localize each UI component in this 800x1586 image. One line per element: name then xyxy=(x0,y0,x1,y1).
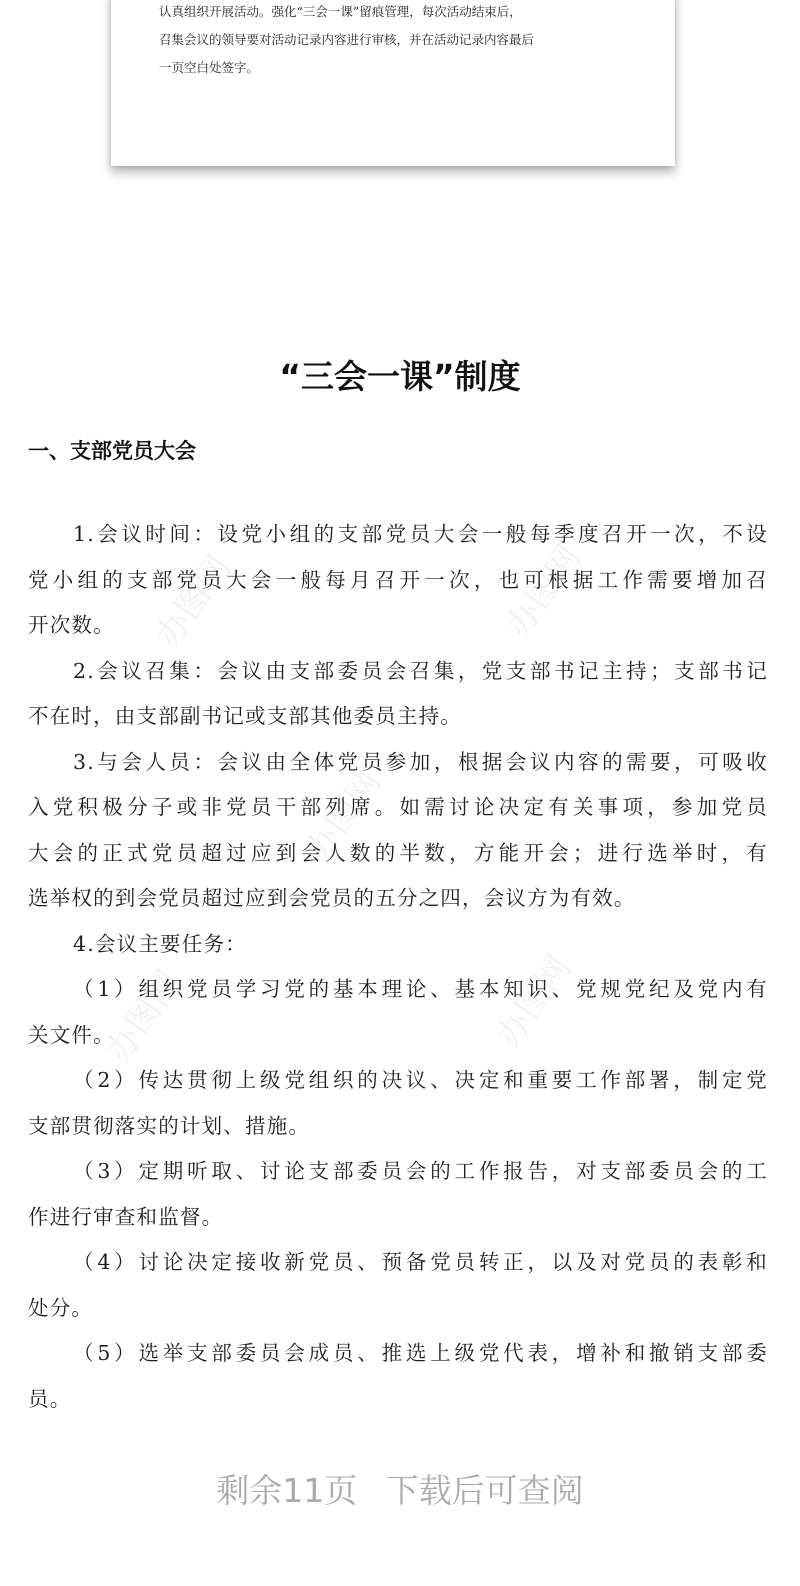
previous-page-line: 认真组织开展活动。强化“三会一课”留痕管理，每次活动结束后， xyxy=(159,4,522,19)
document-title: “三会一课”制度 xyxy=(279,357,521,396)
watermark: 办图网 xyxy=(488,948,580,1055)
remaining-pages-count: 剩余11页 xyxy=(216,1471,358,1510)
paragraph-line: 大会的正式党员超过应到会人数的半数，方能开会；进行选举时，有 xyxy=(28,840,768,865)
section-heading: 一、支部党员大会 xyxy=(28,439,196,463)
download-to-read-label: 下载后可查阅 xyxy=(385,1471,584,1510)
previous-page-text xyxy=(159,0,639,82)
watermark: 办图网 xyxy=(298,763,390,870)
paragraph-line: 支部贯彻落实的计划、措施。 xyxy=(28,1113,311,1138)
paragraph-line: 关文件。 xyxy=(28,1022,115,1047)
remaining-pages-notice[interactable] xyxy=(0,1466,800,1516)
paragraph-line: 开次数。 xyxy=(28,613,115,637)
paragraph-line: 4.会议主要任务： xyxy=(73,931,247,956)
paragraph-line: 员。 xyxy=(28,1386,72,1411)
document-body xyxy=(28,512,768,1422)
watermark: 办图网 xyxy=(498,538,590,645)
paragraph-line: 3.与会人员：会议由全体党员参加，根据会议内容的需要，可吸收 xyxy=(73,749,768,774)
watermark: 办图网 xyxy=(148,548,240,655)
paragraph-line: （4）讨论决定接收新党员、预备党员转正，以及对党员的表彰和 xyxy=(73,1250,768,1274)
paragraph-line: 不在时，由支部副书记或支部其他委员主持。 xyxy=(28,704,462,728)
watermark: 办图网 xyxy=(98,963,190,1070)
paragraph-line: 处分。 xyxy=(28,1295,94,1320)
previous-page-card xyxy=(111,0,675,166)
paragraph-line: （5）选举支部委员会成员、推选上级党代表，增补和撤销支部委 xyxy=(73,1341,768,1365)
paragraph-line: 作进行审查和监督。 xyxy=(28,1204,224,1229)
paragraph-line: 入党积极分子或非党员干部列席。如需讨论决定有关事项，参加党员 xyxy=(28,795,768,819)
previous-page-line: 一页空白处签字。 xyxy=(159,60,260,75)
paragraph-line: （1）组织党员学习党的基本理论、基本知识、党规党纪及党内有 xyxy=(73,977,768,1001)
paragraph-line: 选举权的到会党员超过应到会党员的五分之四，会议方为有效。 xyxy=(28,886,636,910)
paragraph-line: 1.会议时间：设党小组的支部党员大会一般每季度召开一次，不设 xyxy=(73,522,768,546)
paragraph-line: （2）传达贯彻上级党组织的决议、决定和重要工作部署，制定党 xyxy=(73,1068,768,1092)
paragraph-line: 2.会议召集：会议由支部委员会召集，党支部书记主持；支部书记 xyxy=(73,658,768,683)
paragraph-line: （3）定期听取、讨论支部委员会的工作报告，对支部委员会的工 xyxy=(73,1159,768,1183)
previous-page-line: 召集会议的领导要对活动记录内容进行审核，并在活动记录内容最后 xyxy=(159,32,535,47)
paragraph-line: 党小组的支部党员大会一般每月召开一次，也可根据工作需要增加召 xyxy=(28,567,768,592)
